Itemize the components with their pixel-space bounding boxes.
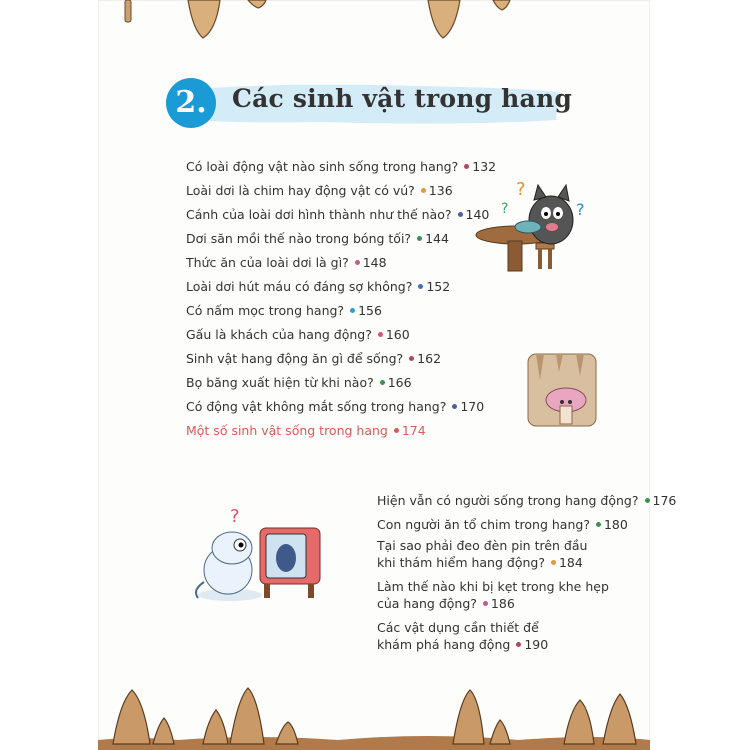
toc-entry-page: 170 <box>460 399 485 414</box>
toc-list-right <box>377 489 676 660</box>
toc-entry-page: 140 <box>465 207 490 222</box>
toc-entry[interactable] <box>186 299 496 323</box>
toc-entry-page: 132 <box>472 159 497 174</box>
toc-entry[interactable] <box>186 155 496 179</box>
toc-entry-title: Tại sao phải đeo đèn pin trên đầu <box>377 538 588 553</box>
toc-entry-title: Làm thế nào khi bị kẹt trong khe hẹp <box>377 579 609 594</box>
toc-entry[interactable] <box>186 371 496 395</box>
toc-entry-title: Thức ăn của loài dơi là gì? <box>186 255 349 270</box>
bullet-dot-icon <box>452 404 457 409</box>
toc-entry-title: của hang động? <box>377 596 477 611</box>
toc-entry-page: 162 <box>417 351 442 366</box>
toc-entry[interactable] <box>186 323 496 347</box>
toc-entry-page: 176 <box>652 493 677 508</box>
bullet-dot-icon <box>464 164 469 169</box>
bullet-dot-icon <box>596 522 601 527</box>
toc-list-left <box>186 155 496 443</box>
toc-entry-page: 148 <box>362 255 387 270</box>
book-page <box>98 0 677 750</box>
bullet-dot-icon <box>417 236 422 241</box>
bullet-dot-icon <box>350 308 355 313</box>
bullet-dot-icon <box>516 642 521 647</box>
toc-entry-page: 180 <box>603 517 628 532</box>
toc-entry-page: 174 <box>401 423 426 438</box>
toc-entry[interactable] <box>186 419 496 443</box>
toc-entry[interactable] <box>186 203 496 227</box>
toc-entry-title: khám phá hang động <box>377 637 511 652</box>
bullet-dot-icon <box>355 260 360 265</box>
stalactite-decoration-top <box>98 0 650 45</box>
toc-entry-page: 190 <box>524 637 549 652</box>
toc-entry-page: 184 <box>558 555 583 570</box>
toc-entry[interactable] <box>186 227 496 251</box>
toc-entry-page: 186 <box>490 596 515 611</box>
toc-entry[interactable] <box>377 619 676 653</box>
toc-entry-title: Bọ băng xuất hiện từ khi nào? <box>186 375 374 390</box>
toc-entry-page: 156 <box>358 303 382 318</box>
bullet-dot-icon <box>378 332 383 337</box>
toc-entry[interactable] <box>377 489 676 513</box>
toc-entry[interactable] <box>186 395 496 419</box>
toc-entry-title: Sinh vật hang động ăn gì để sống? <box>186 351 404 366</box>
toc-entry[interactable] <box>377 578 676 612</box>
toc-entry[interactable] <box>377 513 676 537</box>
mushroom-cave-illustration <box>526 350 598 430</box>
toc-entry[interactable] <box>186 275 496 299</box>
stalagmite-decoration-bottom <box>98 670 650 750</box>
toc-entry-title: Loài dơi là chim hay động vật có vú? <box>186 183 415 198</box>
toc-entry-title: Có nấm mọc trong hang? <box>186 303 345 318</box>
svg-text:?: ? <box>230 506 240 527</box>
bullet-dot-icon <box>380 380 385 385</box>
toc-entry-title: Một số sinh vật sống trong hang <box>186 423 388 438</box>
bullet-dot-icon <box>394 428 399 433</box>
toc-entry-page: 166 <box>387 375 412 390</box>
toc-entry[interactable] <box>377 537 676 571</box>
bullet-dot-icon <box>421 188 426 193</box>
bullet-dot-icon <box>551 560 556 565</box>
toc-entry-title: Cánh của loài dơi hình thành như thế nào? <box>186 207 452 222</box>
bullet-dot-icon <box>418 284 423 289</box>
chapter-title: Các sinh vật trong hang <box>232 84 573 113</box>
bullet-dot-icon <box>458 212 463 217</box>
toc-entry-page: 136 <box>428 183 453 198</box>
toc-entry-page: 152 <box>426 279 451 294</box>
bullet-dot-icon <box>645 498 650 503</box>
toc-entry-title: Các vật dụng cần thiết để <box>377 620 539 635</box>
toc-entry[interactable] <box>186 179 496 203</box>
dinosaur-tv-illustration <box>190 500 325 605</box>
toc-entry[interactable] <box>186 251 496 275</box>
svg-text:?: ? <box>516 179 526 200</box>
toc-entry-page: 144 <box>425 231 449 246</box>
toc-entry[interactable] <box>186 347 496 371</box>
bullet-dot-icon <box>409 356 414 361</box>
toc-entry-title: khi thám hiểm hang động? <box>377 555 545 570</box>
toc-entry-title: Con người ăn tổ chim trong hang? <box>377 517 590 532</box>
toc-entry-title: Gấu là khách của hang động? <box>186 327 372 342</box>
toc-entry-title: Hiện vẫn có người sống trong hang động? <box>377 493 639 508</box>
toc-entry-title: Dơi săn mồi thế nào trong bóng tối? <box>186 231 412 246</box>
bat-eating-illustration <box>476 175 586 275</box>
svg-text:?: ? <box>501 201 509 217</box>
toc-entry-title: Có loài động vật nào sinh sống trong hang? <box>186 159 459 174</box>
svg-text:?: ? <box>576 200 585 219</box>
toc-entry-title: Loài dơi hút máu có đáng sợ không? <box>186 279 413 294</box>
chapter-number-badge: 2. <box>166 78 216 128</box>
toc-entry-title: Có động vật không mắt sống trong hang? <box>186 399 447 414</box>
toc-entry-page: 160 <box>385 327 410 342</box>
bullet-dot-icon <box>483 601 488 606</box>
